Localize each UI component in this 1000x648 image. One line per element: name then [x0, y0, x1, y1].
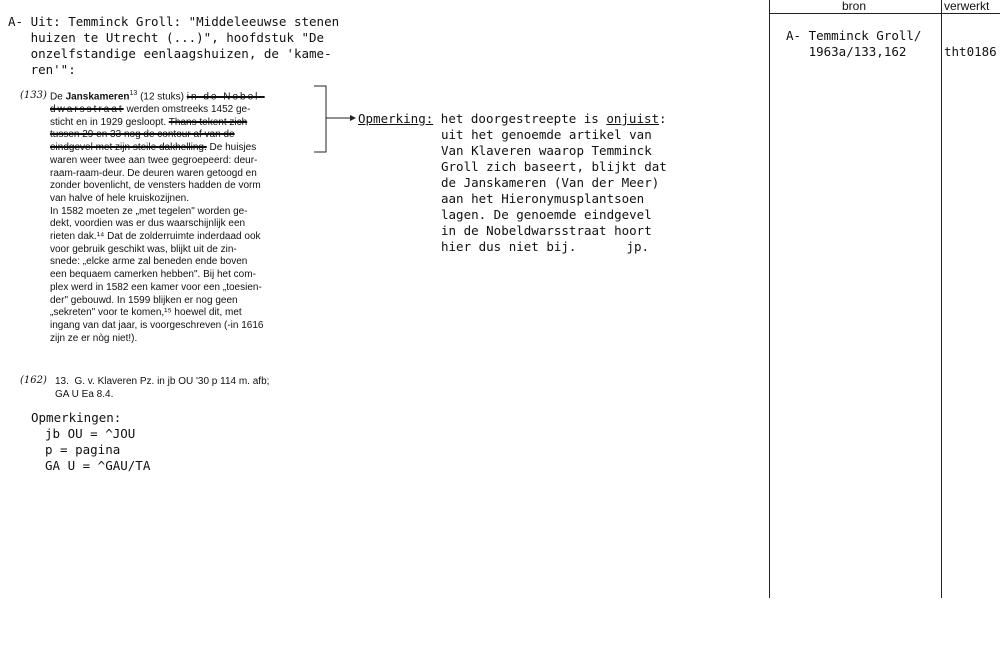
excerpt-line: In 1582 moeten ze „met tegelen" worden ge-: [50, 205, 248, 217]
footnote-line: GA U Ea 8.4.: [55, 388, 114, 400]
excerpt-line: „sekreten" voor te komen,¹⁵ hoewel dit, met: [50, 307, 242, 319]
excerpt-line: dwarsstraat werden omstreeks 1452 ge-: [50, 104, 251, 116]
excerpt-line: een bequaem camerken hebben". Bij het com-: [50, 269, 256, 281]
struck-text: dwarsstraat: [50, 104, 124, 116]
header-line: huizen te Utrecht (...)", hoofdstuk "De: [8, 30, 325, 45]
excerpt-line: sticht en in 1929 gesloopt. Thans tekent zich: [50, 116, 248, 128]
source-reference: [786, 28, 921, 60]
excerpt-line: eindgevel met zijn steile dakhelling. De huisjes: [50, 142, 257, 154]
header-block: [8, 14, 348, 78]
remarks-title: Opmerkingen:: [31, 410, 122, 425]
header-line: A- Uit: Temminck Groll: "Middeleeuwse stenen: [8, 14, 340, 29]
excerpt-line: De Janskameren$^{13}$ (12 stuks) in de Nobel-: [50, 90, 265, 103]
table-top-rule: [769, 13, 1000, 14]
footnote: [55, 376, 315, 401]
opmerking-line: lagen. De genoemde eindgevel: [441, 207, 652, 222]
opmerking-label: Opmerking:: [358, 111, 434, 126]
source-line: A- Temminck Groll/: [786, 28, 922, 43]
header-line: onzelfstandige eenlaagshuizen, de 'kame-: [8, 46, 332, 61]
excerpt-line: plex werd in 1582 een kamer voor een „toesien-: [50, 281, 262, 293]
opmerking-line: uit het genoemde artikel van: [441, 127, 652, 142]
excerpt-line: ingang van dat jaar, is voorgeschreven (-in 1616: [50, 319, 264, 331]
struck-text: tussen 29 en 33 nog de contour af van de: [50, 129, 235, 141]
excerpt-line: zonder bovenlicht, de vensters hadden de vorm: [50, 180, 261, 192]
struck-text: Thans tekent zich: [168, 116, 248, 128]
opmerking-line: Opmerking: het doorgestreepte is onjuist:: [358, 111, 667, 126]
excerpt-line: rieten dak.¹⁴ Dat de zolderruimte inderdaad ook: [50, 231, 261, 243]
opmerking-line: de Janskameren (Van der Meer): [441, 175, 660, 190]
bracket-arrow: [312, 84, 362, 164]
opmerking-note: [358, 111, 667, 255]
footnote-mark: (162): [20, 375, 47, 386]
remarks-item: jb OU = ^JOU: [45, 426, 136, 441]
excerpt-text: [50, 88, 310, 345]
paragraph-mark: (133): [20, 90, 47, 101]
struck-text: eindgevel met zijn steile dakhelling.: [50, 142, 207, 154]
onjuist-emphasis: onjuist: [606, 111, 660, 126]
remarks-item: GA U = ^GAU/TA: [45, 458, 151, 473]
excerpt-line: zijn ze er nòg niet!).: [50, 332, 138, 344]
excerpt-line: raam-raam-deur. De deuren waren getoogd en: [50, 167, 257, 179]
source-line: 1963a/133,162: [786, 44, 907, 59]
opmerking-line: hier dus niet bij. jp.: [441, 239, 650, 254]
opmerking-line: Groll zich baseert, blijkt dat: [441, 159, 667, 174]
janskameren-name: Janskameren: [65, 91, 130, 103]
verwerkt-column-left-rule: [941, 0, 942, 598]
bron-column-header: bron: [842, 0, 867, 13]
remarks-item: p = pagina: [45, 442, 121, 457]
excerpt-line: snede: „elcke arme zal beneden ende boven: [50, 256, 248, 268]
initials: jp.: [626, 239, 650, 254]
struck-text: in de Nobel-: [186, 91, 265, 103]
excerpt-line: voor gebruik geschikt was, blijkt uit de zin-: [50, 243, 237, 255]
excerpt-line: waren weer twee aan twee gegroepeerd: deur-: [50, 154, 258, 166]
remarks-block: [31, 410, 150, 474]
opmerking-line: Van Klaveren waarop Temminck: [441, 143, 652, 158]
opmerking-line: in de Nobeldwarsstraat hoort: [441, 223, 652, 238]
excerpt-line: der" gebouwd. In 1599 blijken er nog geen: [50, 294, 238, 306]
verwerkt-column-header: verwerkt: [944, 0, 990, 13]
opmerking-line: aan het Hieronymusplantsoen: [441, 191, 645, 206]
excerpt-line: van halve of hele kruiskozijnen.: [50, 192, 189, 204]
header-line: ren'":: [8, 62, 76, 77]
excerpt-line: dekt, voordien was er dus waarschijnlijk een: [50, 218, 246, 230]
bron-column-left-rule: [769, 0, 770, 598]
footnote-line: 13. G. v. Klaveren Pz. in jb OU '30 p 114 m. afb;: [55, 376, 270, 387]
excerpt-line: [50, 129, 310, 142]
source-code: tht0186: [944, 44, 997, 59]
